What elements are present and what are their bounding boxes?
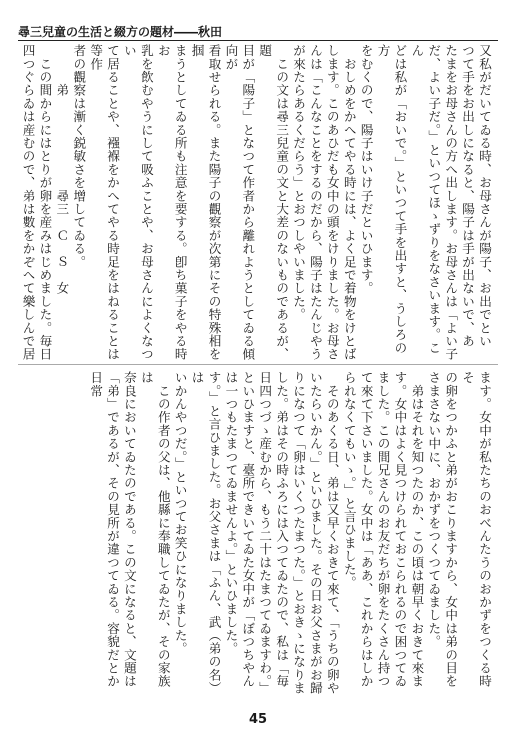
column-divider xyxy=(18,364,498,365)
text-line: つて手をお出しになると、陽子は手が出ないで、あ xyxy=(460,44,476,348)
text-line: いかんやつだ。」といつてお笑ひになりました。 xyxy=(172,371,188,656)
text-line: は一つもたまつてゐませんよ。」といひました。 xyxy=(223,371,239,656)
header-rule xyxy=(18,40,498,41)
text-line: たまをお母さんの方へ出します。お母さんは「よい子 xyxy=(443,44,459,361)
text-line: 四つぐらゐは産むので、弟は數をかぞへて樂しんで居 xyxy=(20,44,36,361)
text-line: どは私が「おいで。」といつて手を出すと、うしろの方 xyxy=(375,44,408,355)
text-line: の卵をつかふと弟がおこりますから、女中は弟の目を xyxy=(443,371,459,688)
text-line: おしめをかへてやる時には、よく足で着物をけとば xyxy=(341,44,357,361)
text-line: だ、よい子だ。」といつてほゝずりをなさいます。こん xyxy=(409,44,442,355)
text-line: さまさない中に、おかずをつくつてゐました。 xyxy=(426,371,442,649)
text-line: す。女中はよく見つけられておこられるので困つてゐ xyxy=(392,371,408,688)
page-number: 45 xyxy=(248,712,268,727)
text-line: 弟 尋三 Ｃ Ｓ 女 xyxy=(54,44,70,295)
text-line: ました。この間兄さんのお友だちが卵をたくさん持つ xyxy=(375,371,391,688)
text-line: 「弟」であるが、その見所が違つてゐる。容貌だとか日常 xyxy=(88,371,121,688)
text-line: んは「こんなことをするのだから、陽子はたんじやう xyxy=(307,44,323,361)
text-line: 奈良においてゐたのである。この文になると、文題は xyxy=(121,371,137,688)
text-line: をむくので、陽子はいけ子だといひます。 xyxy=(358,44,374,295)
text-line: まうとしてゐる所も注意を要する。卽ち菓子をやる時お xyxy=(155,44,188,361)
text-line: いたらいかん。」といひました。その日お父さまがお歸 xyxy=(307,371,323,695)
text-line: この文は尋三兒童の文と大差のないものであるが、題 xyxy=(257,44,290,361)
text-line: られなくてもいゝ。」と言ひました。 xyxy=(341,371,357,590)
text-line: 乳を飲むやうにして吸ふことや、お母さんによくなつい xyxy=(121,44,154,361)
text-line: す。」と言ひました。お父さまは「ふん、武（弟の名）は xyxy=(189,371,222,695)
text-line: て來て下さいました。女中は「ああ、これからはしか xyxy=(358,371,374,688)
text-line: が來たらあるくだらう」とおつしやいました。 xyxy=(291,44,307,322)
text-line: この間からにはとりが卵を産みはじめました。毎日 xyxy=(37,44,53,361)
text-line: 者の觀察は漸く鋭敏さを增してゐる。 xyxy=(71,44,87,269)
text-line: 目が「陽子」となつて作者から離れようとしてゐる傾向が xyxy=(223,44,256,361)
text-line: します。このあひだも女中の頭をけりました。お母さ xyxy=(324,44,340,361)
text-line: した。弟はその時ふろには入つてゐたので、私は「毎 xyxy=(274,371,290,688)
text-line: 又私がだいてゐる時、お母さんが陽子、お出でとい xyxy=(477,44,492,348)
text-line: この作者の父は、他縣に奉職してゐたが、その家族は xyxy=(138,371,171,688)
text-line: 日四つづゝ産むから、もう二十はたまつてゐますわ。」 xyxy=(257,371,273,695)
text-line: 看取せられる。また陽子の觀察が次第にその特殊相を掴 xyxy=(189,44,222,361)
text-line: といひますと、臺所できいてゐた女中が「ぼつちやん xyxy=(240,371,256,688)
text-line: ます。女中が私たちのおべんたうのおかずをつくる時そ xyxy=(460,371,492,688)
upper-text-block xyxy=(20,44,492,362)
text-line: りになつて「卵はいくつたまつた。」とおきゝになりま xyxy=(291,371,307,695)
running-header-title: 尋三兒童の生活と綴方の題材――秋田 xyxy=(18,25,223,39)
text-line: て居ることや、襁褓をかへてやる時足をはねることは等作 xyxy=(88,44,121,361)
text-line: 弟はそれを知つたのか、この頃は朝早くおきて來ま xyxy=(409,371,425,688)
text-line: そのあくる日、弟は又早くおきて來て、「うちの卵や xyxy=(324,371,340,695)
lower-text-block xyxy=(24,371,492,695)
running-header xyxy=(18,12,498,40)
